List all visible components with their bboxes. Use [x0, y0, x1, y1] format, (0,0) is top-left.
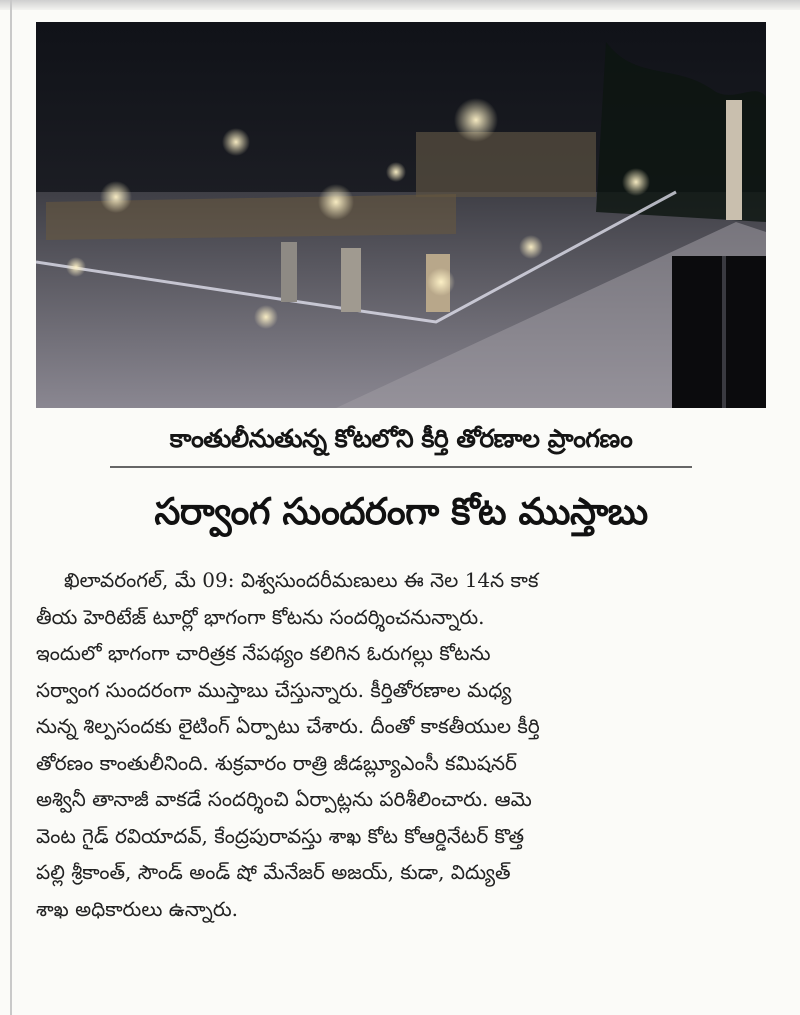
body-line: తీయ హెరిటేజ్ టూర్లో భాగంగా కోటను సందర్శించనున్నారు. — [36, 604, 485, 629]
clipped-top-edge — [0, 0, 800, 10]
column-divider — [10, 0, 12, 1015]
body-line: శాఖ అధికారులు ఉన్నారు. — [36, 896, 238, 921]
body-line: ఇందులో భాగంగా చారిత్రక నేపథ్యం కలిగిన ఓరుగల్లు కోటను — [36, 641, 491, 665]
body-line: అశ్వినీ తానాజీ వాకడే సందర్శించి ఏర్పాట్లను పరిశీలించారు. ఆమె — [36, 787, 532, 811]
body-line: వెంట గైడ్ రవియాదవ్, కేంద్రపురావస్తు శాఖ కోట కోఆర్డినేటర్ కొత్త — [36, 823, 524, 848]
article-body — [36, 562, 768, 927]
fort-night-photo — [36, 22, 766, 408]
body-line: తోరణం కాంతులీనింది. శుక్రవారం రాత్రి జీడబ్ల్యూఎంసీ కమిషనర్ — [36, 750, 517, 775]
body-line: సర్వాంగ సుందరంగా ముస్తాబు చేస్తున్నారు. కీర్తితోరణాల మధ్య — [36, 677, 512, 702]
article-headline: సర్వాంగ సుందరంగా కోట ముస్తాబు — [154, 490, 648, 533]
body-line: నున్న శిల్పసందకు లైటింగ్ ఏర్పాటు చేశారు. దీంతో కాకతీయుల కీర్తి — [36, 714, 540, 738]
photo-caption: కాంతులీనుతున్న కోటలోని కీర్తి తోరణాల ప్రాంగణం — [169, 424, 633, 453]
caption-underline — [110, 466, 692, 468]
body-line: పల్లి శ్రీకాంత్, సౌండ్ అండ్ షో మేనేజర్ అజయ్, కుడా, విద్యుత్ — [36, 860, 511, 884]
body-line: ఖిలావరంగల్, మే 09: విశ్వసుందరీమణులు ఈ నెల 14న కాక — [64, 568, 539, 592]
